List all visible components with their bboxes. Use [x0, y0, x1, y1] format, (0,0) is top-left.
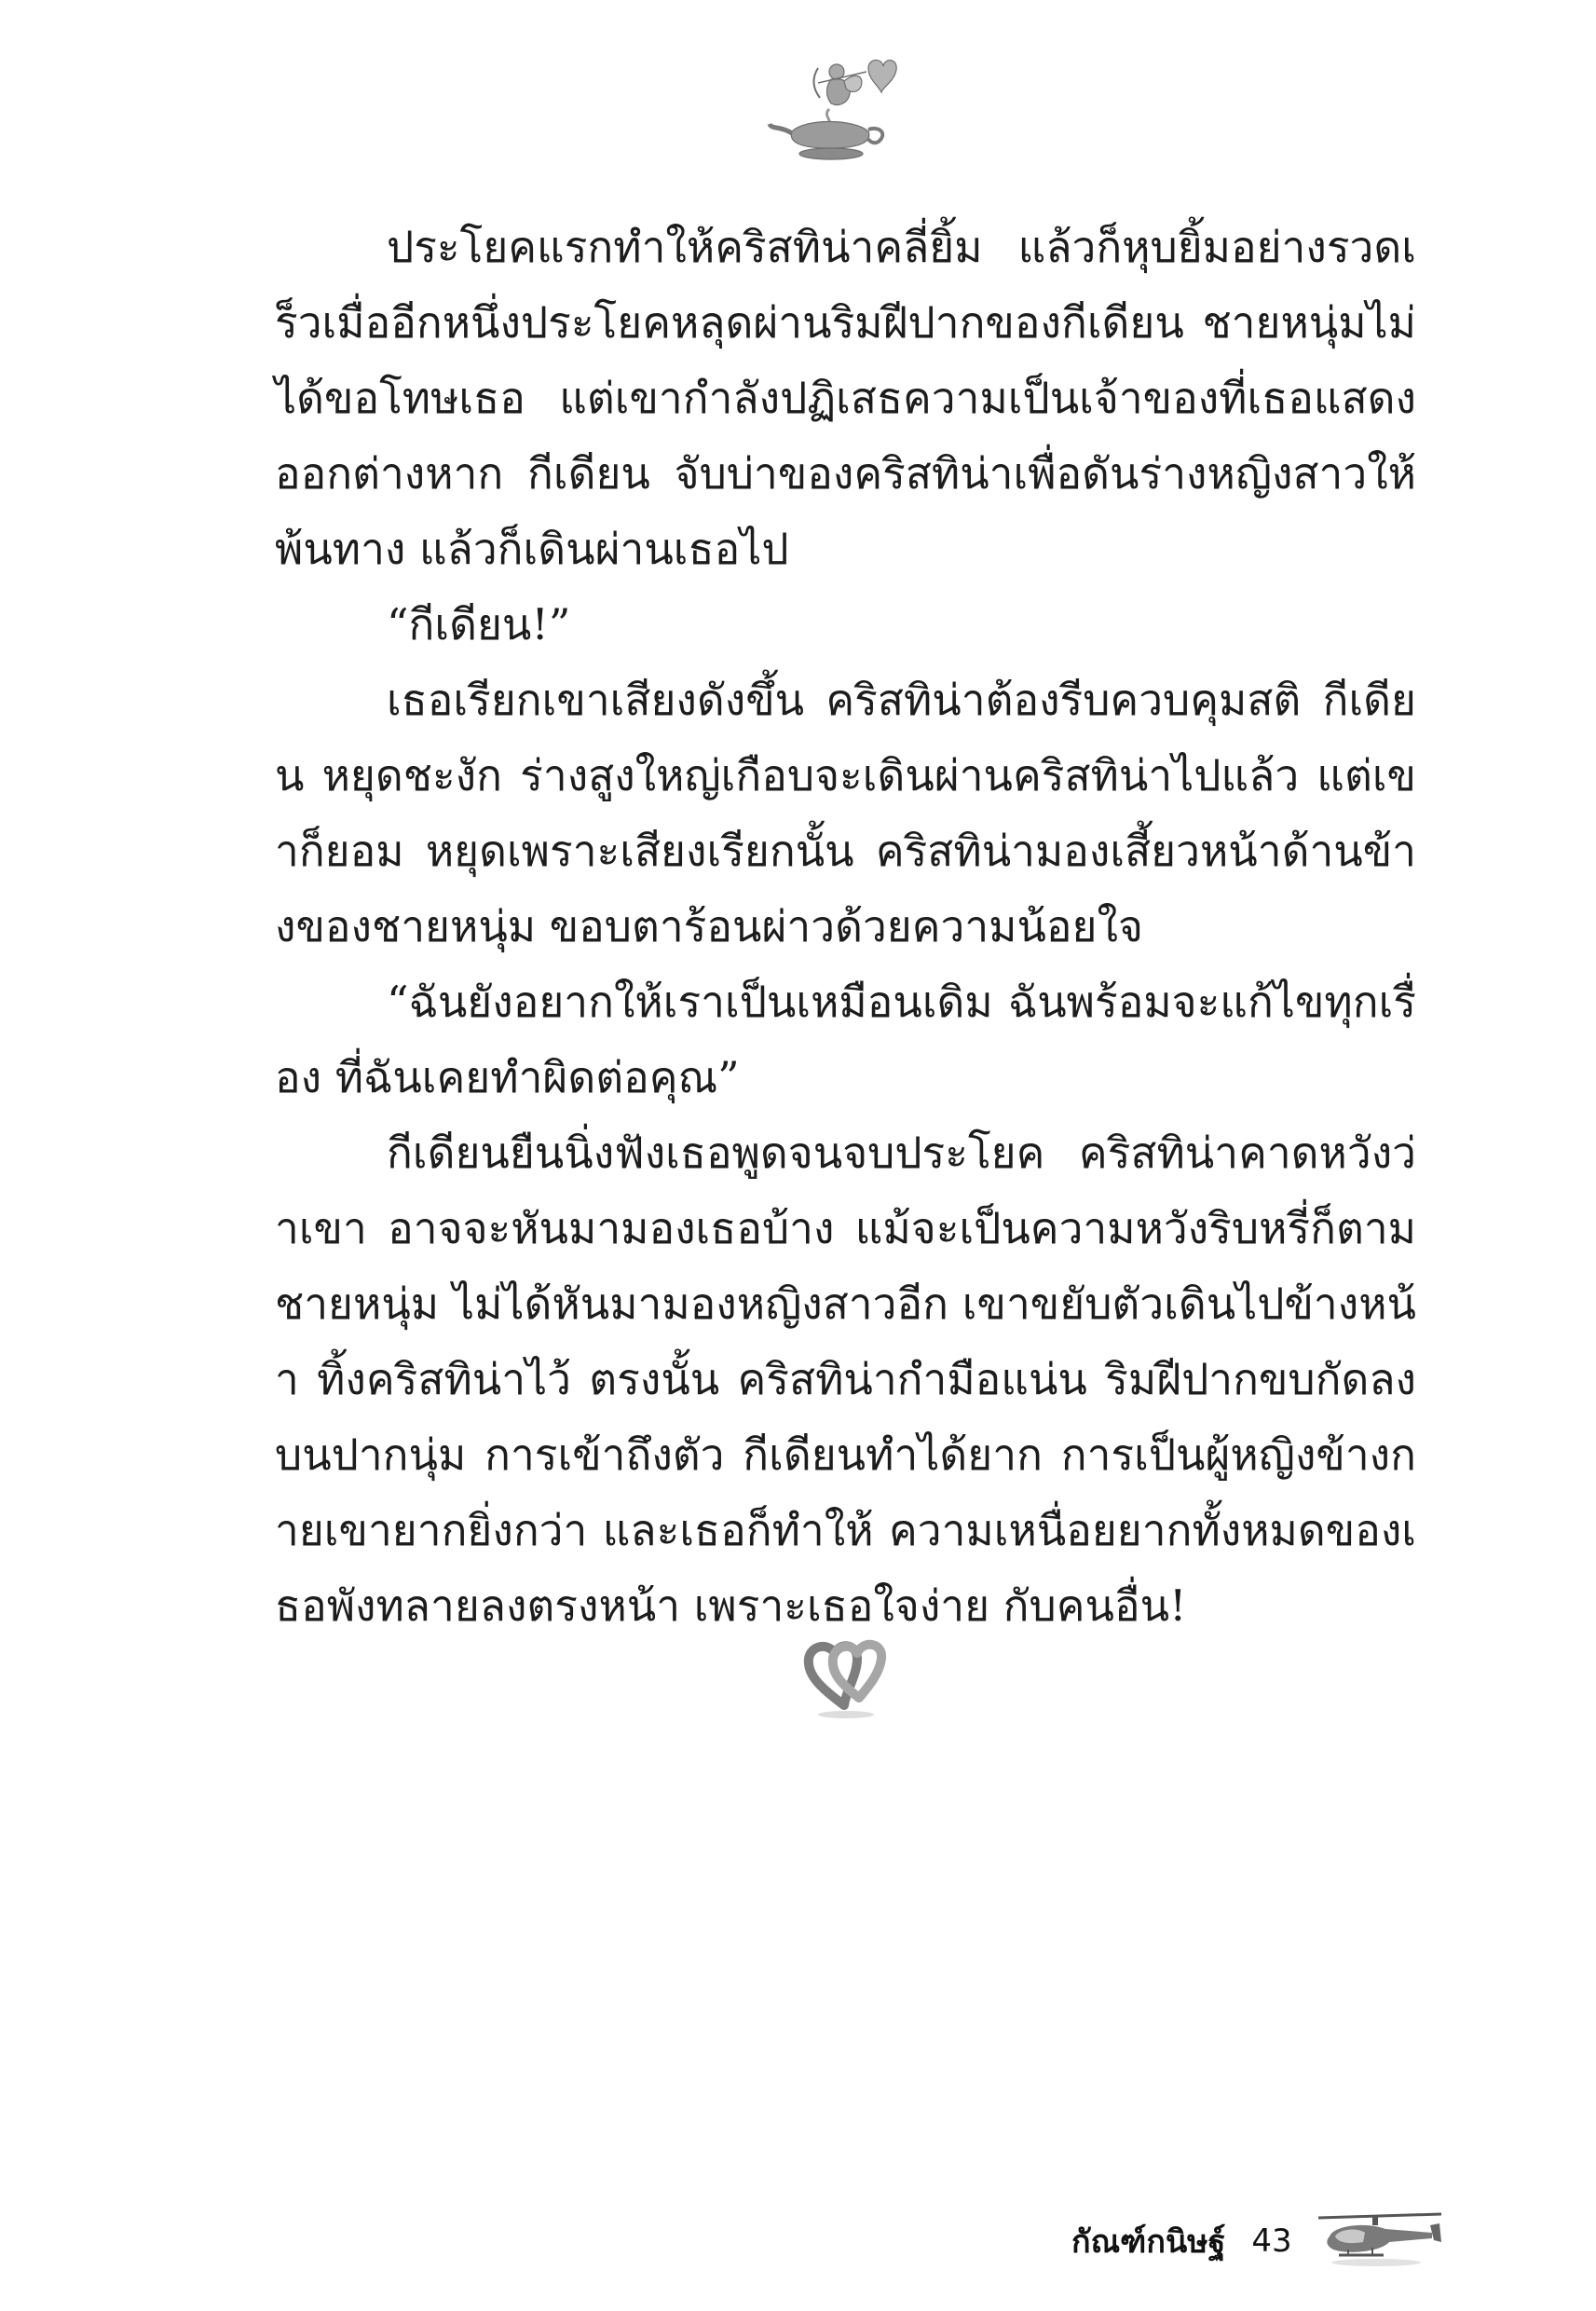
- paragraph: เธอเรียกเขาเสียงดังขึ้น คริสทิน่าต้องรีบควบคุมสติ กีเดียน หยุดชะงัก ร่างสูงใหญ่เกือบจะเดินผ่านคริสทิน่าไปแล้ว แต่เขาก็ยอม หยุดเพราะเสียงเรียกนั้น คริสทิน่ามองเสี้ยวหน้าด้านข้างของชายหนุ่ม ขอบตาร้อนผ่าวด้วยความน้อยใจ: [275, 675, 1416, 951]
- paragraph: “ฉันยังอยากให้เราเป็นเหมือนเดิม ฉันพร้อมจะแก้ไขทุกเรื่อง ที่ฉันเคยทำผิดต่อคุณ”: [275, 977, 1416, 1102]
- cupid-teapot-icon: [764, 51, 904, 163]
- page-footer: [1071, 2208, 1451, 2274]
- body-text: [275, 210, 1416, 1644]
- book-title: กัณฑ์กนิษฐ์: [1071, 2223, 1226, 2261]
- page-number: 43: [1251, 2222, 1292, 2260]
- paragraph: กีเดียนยืนนิ่งฟังเธอพูดจนจบประโยค คริสทิน่าคาดหวังว่าเขา อาจจะหันมามองเธอบ้าง แม้จะเป็นความหวังริบหรี่ก็ตาม ชายหนุ่ม ไม่ได้หันมามองหญิงสาวอีก เขาขยับตัวเดินไปข้างหน้า ทิ้งคริสทิน่าไว้ ตรงนั้น คริสทิน่ากำมือแน่น ริมฝีปากขบกัดลงบนปากนุ่ม การเข้าถึงตัว กีเดียนทำได้ยาก การเป็นผู้หญิงข้างกายเขายากยิ่งกว่า และเธอก็ทำให้ ความเหนื่อยยากทั้งหมดของเธอพังทลายลงตรงหน้า เพราะเธอใจง่าย กับคนอื่น!: [275, 1128, 1416, 1631]
- helicopter-icon: [1311, 2208, 1451, 2274]
- interlocked-hearts-icon: [794, 1620, 896, 1722]
- paragraph: “กีเดียน!”: [387, 599, 571, 650]
- paragraph: ประโยคแรกทำให้คริสทิน่าคลี่ยิ้ม แล้วก็หุบยิ้มอย่างรวดเร็วเมื่ออีกหนึ่งประโยคหลุดผ่านริมฝีปากของกีเดียน ชายหนุ่มไม่ได้ขอโทษเธอ แต่เขากำลังปฏิเสธความเป็นเจ้าของที่เธอแสดงออกต่างหาก กีเดียน จับบ่าของคริสทิน่าเพื่อดันร่างหญิงสาวให้พ้นทาง แล้วก็เดินผ่านเธอไป: [275, 222, 1416, 574]
